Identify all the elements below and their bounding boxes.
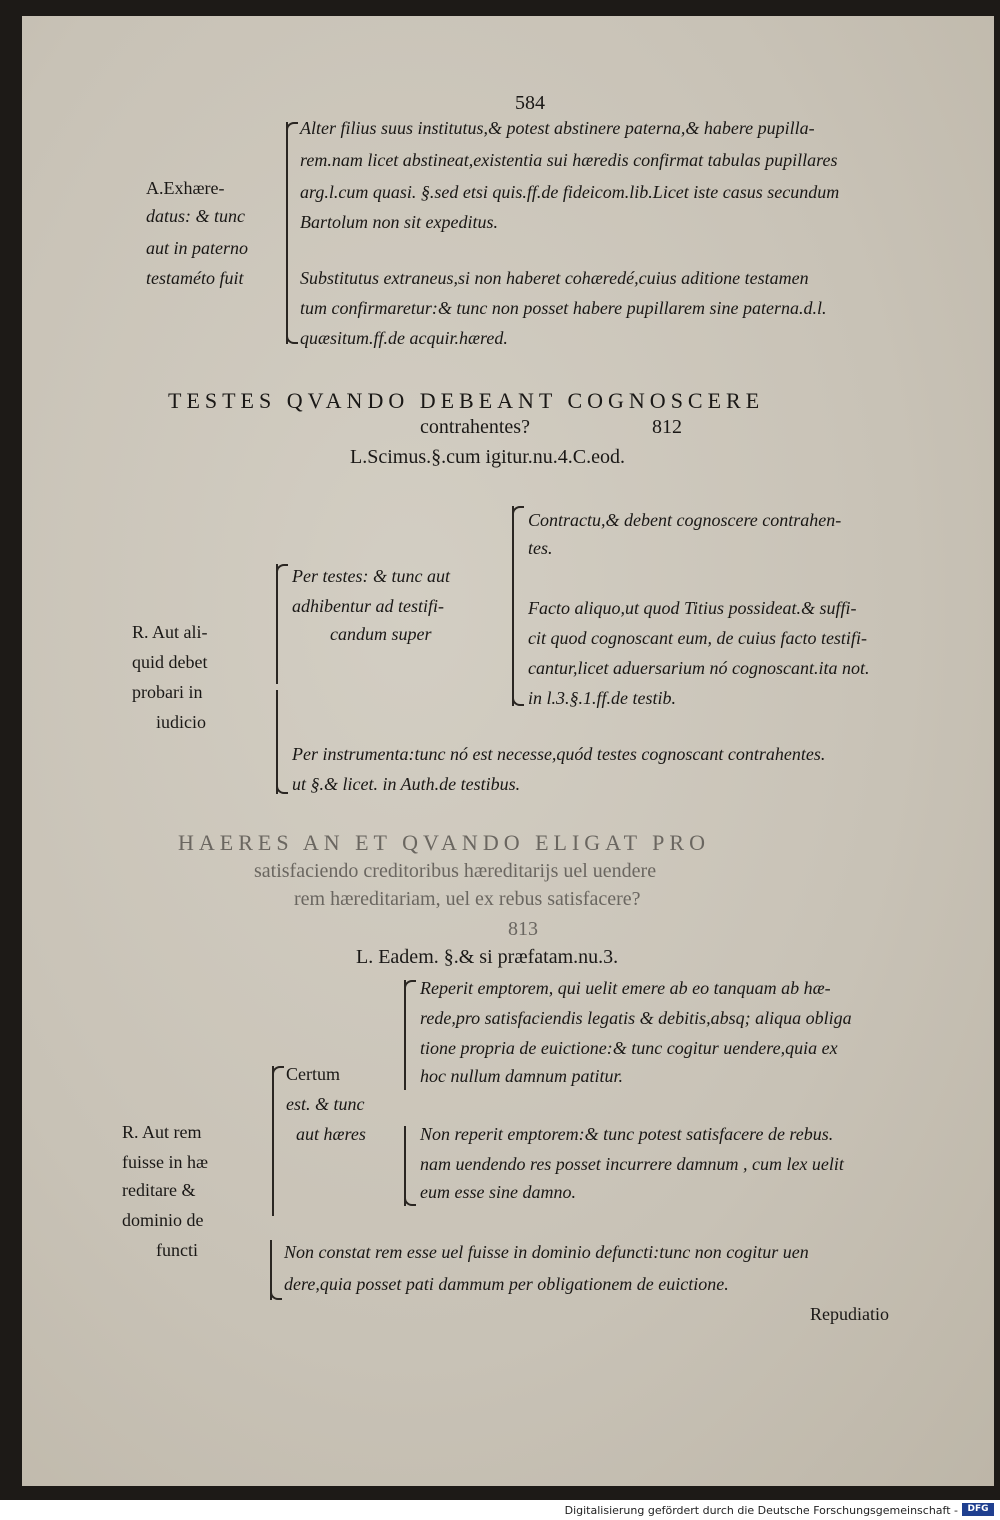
section2-left-3: probari in bbox=[132, 682, 203, 702]
section3-right1-3: tione propria de euictione:& tunc cogitur uendere,quia ex bbox=[420, 1038, 838, 1058]
brace-section3-right-bot bbox=[404, 1126, 406, 1206]
section3-right1-4: hoc nullum damnum patitur. bbox=[420, 1066, 624, 1086]
section3-mid-2: est. & tunc bbox=[286, 1094, 365, 1114]
section1-branch2-line1: Substitutus extraneus,si non haberet cohæredé,cuius aditione testamen bbox=[300, 268, 809, 288]
section2-left-1: R. Aut ali- bbox=[132, 622, 208, 642]
section2-mid-3: candum super bbox=[330, 624, 432, 644]
heading1-title: TESTES QVANDO DEBEANT COGNOSCERE bbox=[168, 388, 765, 413]
section2-right2-1: Facto aliquo,ut quod Titius possideat.& suffi- bbox=[528, 598, 857, 618]
section2-branch2-2: ut §.& licet. in Auth.de testibus. bbox=[292, 774, 521, 794]
section3-mid-1: Certum bbox=[286, 1064, 340, 1084]
section3-branch2-2: dere,quia posset pati dammum per obligationem de euictione. bbox=[284, 1274, 729, 1294]
funding-notice: Digitalisierung gefördert durch die Deutsche Forschungsgemeinschaft - bbox=[564, 1504, 958, 1517]
heading1-number: 812 bbox=[652, 416, 682, 438]
section2-mid-2: adhibentur ad testifi- bbox=[292, 596, 444, 616]
catchword: Repudiatio bbox=[810, 1304, 889, 1324]
section3-left-4: dominio de bbox=[122, 1210, 204, 1230]
heading2-reference: L. Eadem. §.& si præfatam.nu.3. bbox=[356, 946, 619, 968]
section1-left-3: aut in paterno bbox=[146, 238, 248, 258]
section3-branch2-1: Non constat rem esse uel fuisse in dominio defuncti:tunc non cogitur uen bbox=[284, 1242, 809, 1262]
section2-right1-1: Contractu,& debent cognoscere contrahen- bbox=[528, 510, 842, 530]
section2-right1-2: tes. bbox=[528, 538, 553, 558]
heading2-line2: satisfaciendo creditoribus hæreditarijs uel uendere bbox=[254, 860, 657, 882]
section2-right2-4: in l.3.§.1.ff.de testib. bbox=[528, 688, 676, 708]
section3-right1-1: Reperit emptorem, qui uelit emere ab eo tanquam ab hæ- bbox=[420, 978, 831, 998]
heading2-title: HAERES AN ET QVANDO ELIGAT PRO bbox=[178, 830, 710, 855]
brace-section1 bbox=[286, 122, 288, 344]
brace-section2-lower bbox=[276, 690, 278, 794]
section3-right1-2: rede,pro satisfaciendis legatis & debitis,absq; aliqua obliga bbox=[420, 1008, 852, 1028]
brace-section3-mid bbox=[272, 1066, 274, 1216]
dfg-logo-icon: DFG bbox=[962, 1503, 994, 1516]
section2-right2-2: cit quod cognoscant eum, de cuius facto testifi- bbox=[528, 628, 867, 648]
brace-section2-mid bbox=[276, 564, 278, 684]
section2-mid-1: Per testes: & tunc aut bbox=[292, 566, 450, 586]
section2-left-2: quid debet bbox=[132, 652, 208, 672]
section1-branch1-line1: Alter filius suus institutus,& potest abstinere paterna,& habere pupilla- bbox=[300, 118, 815, 138]
section1-branch1-line2: rem.nam licet abstineat,existentia sui hæredis confirmat tabulas pupillares bbox=[300, 150, 838, 170]
section3-left-5: functi bbox=[156, 1240, 198, 1260]
section3-mid-3: aut hæres bbox=[296, 1124, 366, 1144]
section1-branch1-line3: arg.l.cum quasi. §.sed etsi quis.ff.de fideicom.lib.Licet iste casus secundum bbox=[300, 182, 840, 202]
section3-left-2: fuisse in hæ bbox=[122, 1152, 209, 1172]
section1-branch2-line2: tum confirmaretur:& tunc non posset habere pupillarem sine paterna.d.l. bbox=[300, 298, 827, 318]
heading2-line3: rem hæreditariam, uel ex rebus satisfacere? bbox=[294, 888, 641, 910]
heading2-number: 813 bbox=[508, 918, 538, 940]
section1-left-4: testaméto fuit bbox=[146, 268, 244, 288]
heading1-line2: contrahentes? bbox=[420, 416, 530, 438]
section3-left-1: R. Aut rem bbox=[122, 1122, 202, 1142]
section1-branch2-line3: quæsitum.ff.de acquir.hæred. bbox=[300, 328, 508, 348]
section2-branch2-1: Per instrumenta:tunc nó est necesse,quód testes cognoscant contrahentes. bbox=[292, 744, 826, 764]
heading1-reference: L.Scimus.§.cum igitur.nu.4.C.eod. bbox=[350, 446, 625, 468]
section3-right2-2: nam uendendo res posset incurrere damnum , cum lex uelit bbox=[420, 1154, 844, 1174]
section2-right2-3: cantur,licet aduersarium nó cognoscant.ita not. bbox=[528, 658, 870, 678]
section1-left-2: datus: & tunc bbox=[146, 206, 245, 226]
brace-section3-right-top bbox=[404, 980, 406, 1090]
section3-left-3: reditare & bbox=[122, 1180, 196, 1200]
section1-branch1-line4: Bartolum non sit expeditus. bbox=[300, 212, 498, 232]
section3-right2-1: Non reperit emptorem:& tunc potest satisfacere de rebus. bbox=[420, 1124, 834, 1144]
brace-section2-right bbox=[512, 506, 514, 706]
section3-right2-3: eum esse sine damno. bbox=[420, 1182, 576, 1202]
page-number: 584 bbox=[515, 92, 545, 114]
brace-section3-lower bbox=[270, 1240, 272, 1300]
section1-left-1: A.Exhære- bbox=[146, 178, 225, 198]
section2-left-4: iudicio bbox=[156, 712, 206, 732]
